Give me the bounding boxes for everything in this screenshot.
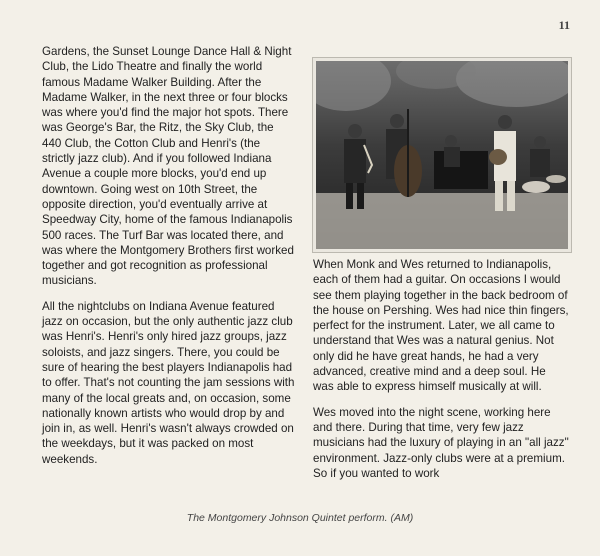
right-paragraph-2: Wes moved into the night scene, working here and there. During that time, very few jazz musicians had the luxury of playing in an "all jazz" environment. Jazz-only clubs were at a premium. So if you wanted to work bbox=[313, 405, 569, 480]
page-number: 11 bbox=[558, 18, 570, 32]
right-paragraph-1: When Monk and Wes returned to Indianapolis, each of them had a guitar. On occasions I would see them playing together in the back bedroom of the house on Pershing. Wes had nice thin fingers, perfect for the instrument. Later, we all came to understand that Wes was a natural genius. Not only did he have great hands, he had a very advanced, creative mind and a deep soul. He was able to express himself musically at will. bbox=[313, 258, 569, 394]
right-text-column bbox=[313, 257, 569, 491]
left-text-column bbox=[42, 44, 295, 477]
photo-caption: The Montgomery Johnson Quintet perform. (AM) bbox=[186, 512, 414, 524]
band-photo bbox=[313, 58, 571, 252]
left-paragraph-1: Gardens, the Sunset Lounge Dance Hall & Night Club, the Lido Theatre and finally the world famous Madame Walker Building. After the Madame Walker, in the next three or four blocks was where you'd find the major hot spots. There was George's Bar, the Ritz, the Sky Club, the 440 Club, the Cotton Club and Henri's (the strictly jazz club). And if you followed Indiana Avenue a couple more blocks, you'd end up downtown. Going west on 10th Street, the opposite direction, you'd eventually arrive at Speedway City, home of the famous Indianapolis 500 races. The Turf Bar was located there, and was where the Montgomery Brothers first worked together and got recognition as professional musicians. bbox=[42, 45, 294, 288]
band-photo-illustration bbox=[316, 61, 568, 249]
left-paragraph-2: All the nightclubs on Indiana Avenue featured jazz on occasion, but the only authentic jazz club was Henri's. Henri's only hired jazz groups, jazz soloists, and jazz singers. There, you could be sure of hearing the best players Indianapolis had to offer. That's not counting the jam sessions with many of the local greats and, on occasion, some nationally known artists who would drop by and join in, as well. Henri's wasn't always crowded on the weekdays, but it was packed on most weekends. bbox=[42, 299, 295, 466]
